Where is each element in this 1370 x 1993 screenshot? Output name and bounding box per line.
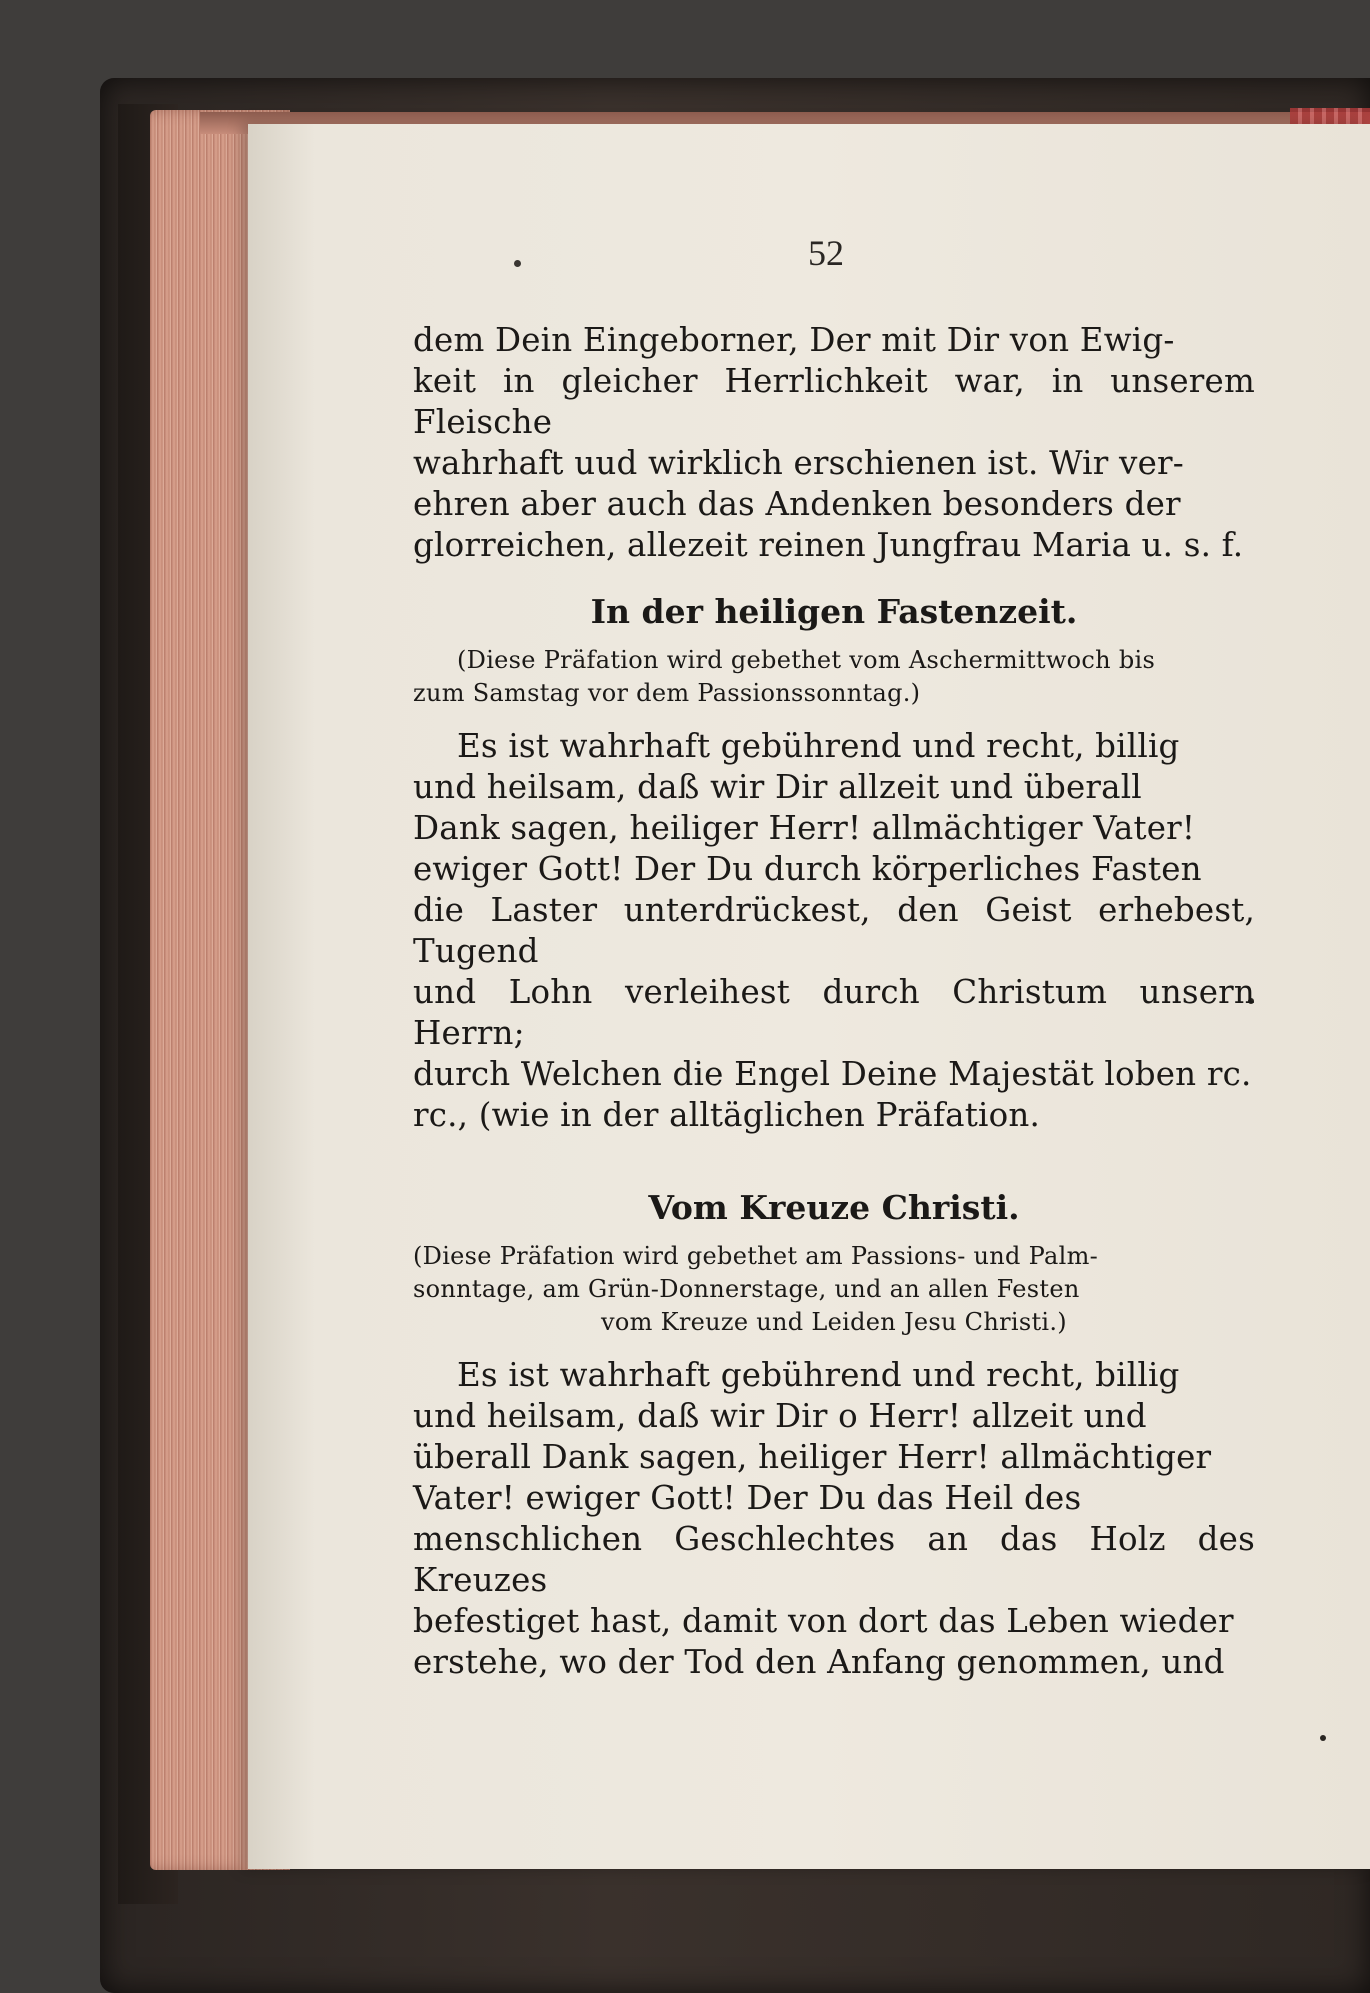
preface-lent bbox=[413, 726, 1255, 1136]
preface-cross bbox=[413, 1355, 1255, 1683]
note-line: (Diese Präfation wird gebethet am Passions- und Palm- bbox=[413, 1242, 1099, 1270]
text-line: und heilsam, daß wir Dir allzeit und überall bbox=[413, 768, 1142, 806]
text-line: erstehe, wo der Tod den Anfang genommen, und bbox=[413, 1643, 1225, 1681]
page-dot bbox=[514, 260, 521, 267]
note-line: sonntage, am Grün-Donnerstage, und an allen Festen bbox=[413, 1275, 1080, 1303]
paragraph-continuation bbox=[413, 320, 1255, 566]
text-line: befestiget hast, damit von dort das Leben wieder bbox=[413, 1602, 1234, 1640]
text-line: Es ist wahrhaft gebührend und recht, billig bbox=[457, 1356, 1180, 1394]
rubric-note-lent bbox=[413, 644, 1255, 710]
text-line: und heilsam, daß wir Dir o Herr! allzeit und bbox=[413, 1397, 1147, 1435]
section-heading-cross: Vom Kreuze Christi. bbox=[648, 1188, 1020, 1227]
rubric-note-cross bbox=[413, 1240, 1255, 1339]
text-line: glorreichen, allezeit reinen Jungfrau Maria u. s. f. bbox=[413, 526, 1244, 564]
text-line: dem Dein Eingeborner, Der mit Dir von Ewig- bbox=[413, 321, 1175, 359]
text-line: ewiger Gott! Der Du durch körperliches Fasten bbox=[413, 850, 1202, 888]
section-heading-lent: In der heiligen Fastenzeit. bbox=[590, 592, 1078, 631]
text-line: durch Welchen die Engel Deine Majestät loben rc. bbox=[413, 1055, 1252, 1093]
ink-speck bbox=[1320, 1735, 1326, 1741]
text-line: überall Dank sagen, heiliger Herr! allmächtiger bbox=[413, 1438, 1212, 1476]
text-line: wahrhaft uud wirklich erschienen ist. Wir ver- bbox=[413, 444, 1184, 482]
text-line: rc., (wie in der alltäglichen Präfation. bbox=[413, 1096, 1041, 1134]
text-line: ehren aber auch das Andenken besonders der bbox=[413, 485, 1181, 523]
text-line: Dank sagen, heiliger Herr! allmächtiger Vater! bbox=[413, 809, 1196, 847]
text-line: die Laster unterdrückest, den Geist erhebest, Tugend bbox=[413, 891, 1255, 970]
page-text bbox=[413, 320, 1255, 1683]
text-line: und Lohn verleihest durch Christum unsern Herrn; bbox=[413, 973, 1255, 1052]
text-line: Es ist wahrhaft gebührend und recht, billig bbox=[457, 727, 1180, 765]
page-number: 52 bbox=[808, 233, 844, 273]
note-line: (Diese Präfation wird gebethet vom Aschermittwoch bis bbox=[457, 646, 1156, 674]
text-line: Vater! ewiger Gott! Der Du das Heil des bbox=[413, 1479, 1082, 1517]
text-line: menschlichen Geschlechtes an das Holz des Kreuzes bbox=[413, 1520, 1255, 1599]
note-line: vom Kreuze und Leiden Jesu Christi.) bbox=[601, 1308, 1067, 1336]
text-line: keit in gleicher Herrlichkeit war, in unserem Fleische bbox=[413, 362, 1255, 441]
note-line: zum Samstag vor dem Passionssonntag.) bbox=[413, 679, 921, 707]
